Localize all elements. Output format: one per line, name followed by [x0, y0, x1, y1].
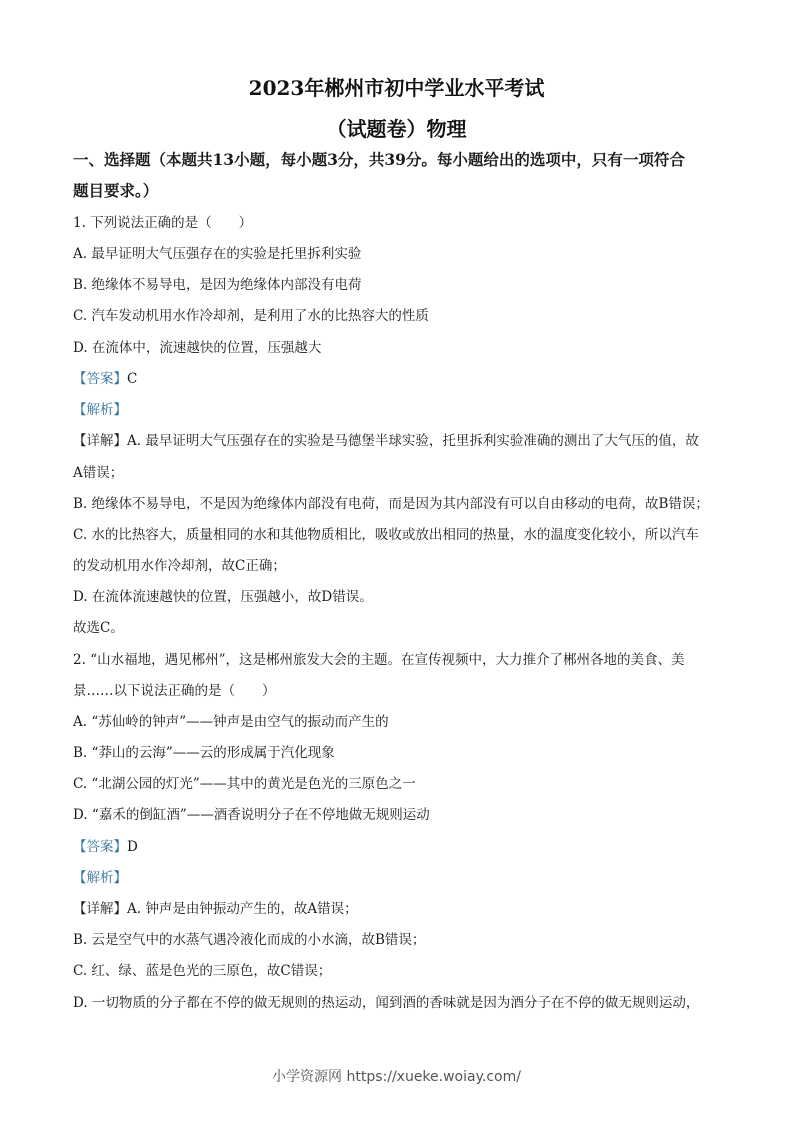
question-2-option-b: B. “莽山的云海”——云的形成属于汽化现象	[73, 745, 335, 761]
question-1-option-d: D. 在流体中，流速越快的位置，压强越大	[73, 340, 322, 356]
question-1-option-b: B. 绝缘体不易导电，是因为绝缘体内部没有电荷	[73, 277, 362, 293]
watermark-footer: 小学资源网 https://xueke.woiay.com/	[272, 1069, 521, 1085]
document-title: 2023年郴州市初中学业水平考试	[248, 76, 545, 100]
question-2-analysis-label	[73, 869, 733, 887]
question-1-conclusion: 故选C。	[73, 620, 124, 636]
question-1-analysis-label	[73, 401, 733, 419]
analysis-label: 【解析】	[73, 402, 127, 418]
document-subtitle: （试题卷）物理	[326, 117, 467, 141]
question-2-detail-line2: B. 云是空气中的水蒸气遇冷液化而成的小水滴，故B错误；	[73, 932, 426, 948]
question-1-option-a: A. 最早证明大气压强存在的实验是托里拆利实验	[73, 246, 362, 262]
question-1-detail-line2: A错误；	[73, 465, 124, 481]
question-2-stem-line2: 景……以下说法正确的是（ ）	[73, 683, 276, 699]
question-1-detail-line5: 的发动机用水作冷却剂，故C正确；	[73, 558, 286, 574]
question-1-option-c: C. 汽车发动机用水作冷却剂，是利用了水的比热容大的性质	[73, 308, 429, 324]
question-1-detail-line4: C. 水的比热容大，质量相同的水和其他物质相比，吸收或放出相同的热量，水的温度变化较小，所以汽车	[73, 527, 699, 543]
question-2-detail-line4: D. 一切物质的分子都在不停的做无规则的热运动，闻到酒的香味就是因为酒分子在不停的做无规则运动，	[73, 995, 700, 1011]
question-2-option-d: D. “嘉禾的倒缸酒”——酒香说明分子在不停地做无规则运动	[73, 807, 430, 823]
question-2-stem-line1: 2. “山水福地，遇见郴州”，这是郴州旅发大会的主题。在宣传视频中，大力推介了郴州各地的美食、美	[73, 652, 685, 668]
detail-label: 【详解】	[73, 901, 127, 917]
question-2-answer	[73, 838, 733, 856]
answer-label: 【答案】	[73, 839, 127, 855]
question-1-detail-line6: D. 在流体流速越快的位置，压强越小，故D错误。	[73, 589, 373, 605]
answer-label: 【答案】	[73, 371, 127, 387]
analysis-label: 【解析】	[73, 870, 127, 886]
answer-value: D	[127, 839, 138, 855]
section-heading-line1: 一、选择题（本题共13小题，每小题3分，共39分。每小题给出的选项中，只有一项符合	[73, 150, 685, 169]
section-heading-line2: 题目要求。）	[73, 181, 159, 200]
question-2-detail-line3: C. 红、绿、蓝是色光的三原色，故C错误；	[73, 963, 332, 979]
question-2-option-a: A. “苏仙岭的钟声”——钟声是由空气的振动而产生的	[73, 714, 389, 730]
detail-label: 【详解】	[73, 433, 127, 449]
question-2-option-c: C. “北湖公园的灯光”——其中的黄光是色光的三原色之一	[73, 776, 416, 792]
question-2-detail-line1: 【详解】A. 钟声是由钟振动产生的，故A错误；	[73, 901, 358, 917]
answer-value: C	[127, 371, 138, 387]
question-1-detail-line1: 【详解】A. 最早证明大气压强存在的实验是马德堡半球实验，托里拆利实验准确的测出了大气压的值，故	[73, 433, 699, 449]
question-1-stem: 1. 下列说法正确的是（ ）	[73, 215, 253, 231]
question-1-answer	[73, 370, 733, 388]
question-1-detail-line3: B. 绝缘体不易导电，不是因为绝缘体内部没有电荷，而是因为其内部没有可以自由移动的电荷，故B错误；	[73, 496, 709, 512]
